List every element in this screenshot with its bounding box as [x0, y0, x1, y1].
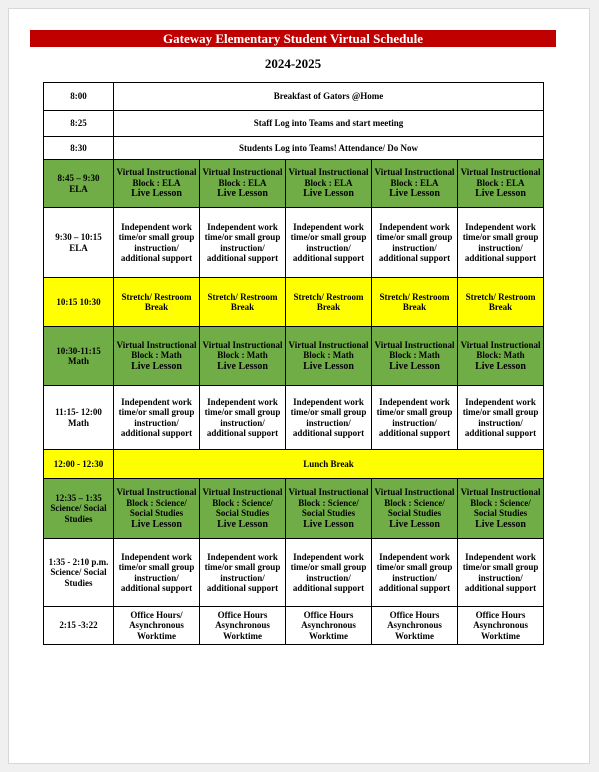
live-lesson-label: Live Lesson [389, 188, 440, 200]
lesson-text: Virtual Instructional Block : Science/ Social Studies [202, 487, 283, 518]
lesson-cell [286, 327, 372, 386]
time-cell: 8:25 [44, 111, 114, 137]
lesson-cell [286, 160, 372, 208]
office-cell: Office Hours Asynchronous Worktime [372, 607, 458, 645]
lesson-text: Virtual Instructional Block : Math [374, 339, 455, 361]
schedule-table [43, 82, 544, 645]
live-lesson-label: Live Lesson [303, 188, 354, 200]
lesson-cell [458, 160, 544, 208]
time-label: 10:30-11:15 [56, 345, 101, 356]
live-lesson-label: Live Lesson [131, 518, 182, 530]
lesson-text: Virtual Instructional Block : Science/ Social Studies [460, 487, 541, 518]
lesson-text: Virtual Instructional Block : Science/ Social Studies [116, 487, 197, 518]
time-label: 9:30 – 10:15 [55, 232, 102, 242]
time-label: 8:45 – 9:30 [57, 173, 100, 183]
subject-label: Science/ Social Studies [50, 503, 107, 524]
office-cell: Office Hours Asynchronous Worktime [458, 607, 544, 645]
row-stretch-break [44, 278, 544, 327]
lesson-cell [200, 327, 286, 386]
independent-cell: Independent work time/or small group instruction/ additional support [200, 386, 286, 450]
office-cell: Office Hours Asynchronous Worktime [200, 607, 286, 645]
independent-cell: Independent work time/or small group instruction/ additional support [286, 208, 372, 278]
live-lesson-label: Live Lesson [475, 518, 526, 530]
independent-cell: Independent work time/or small group instruction/ additional support [200, 539, 286, 607]
subject-label: ELA [69, 183, 88, 194]
lesson-text: Virtual Instructional Block : ELA [288, 167, 369, 188]
lesson-cell [114, 160, 200, 208]
lesson-text: Virtual Instructional Block : ELA [374, 167, 455, 188]
independent-cell: Independent work time/or small group instruction/ additional support [458, 386, 544, 450]
row-student-login [44, 137, 544, 160]
row-staff-login [44, 111, 544, 137]
row-science-live [44, 479, 544, 539]
lesson-cell [372, 327, 458, 386]
time-label: 11:15- 12:00 [55, 407, 102, 417]
lesson-text: Virtual Instructional Block : ELA [116, 167, 197, 188]
live-lesson-label: Live Lesson [389, 360, 440, 372]
lesson-cell [372, 479, 458, 539]
time-label: 1:35 - 2:10 p.m. [48, 556, 109, 567]
live-lesson-label: Live Lesson [475, 360, 526, 372]
lunch-cell: Lunch Break [114, 450, 544, 479]
office-cell: Office Hours Asynchronous Worktime [286, 607, 372, 645]
break-cell: Stretch/ Restroom Break [458, 278, 544, 327]
activity-cell: Staff Log into Teams and start meeting [114, 111, 544, 137]
row-lunch [44, 450, 544, 479]
row-breakfast [44, 83, 544, 111]
time-cell [44, 539, 114, 607]
live-lesson-label: Live Lesson [217, 188, 268, 200]
lesson-text: Virtual Instructional Block : Math [116, 339, 197, 361]
live-lesson-label: Live Lesson [303, 360, 354, 372]
break-cell: Stretch/ Restroom Break [286, 278, 372, 327]
lesson-cell [114, 479, 200, 539]
lesson-cell [458, 479, 544, 539]
lesson-text: Virtual Instructional Block : Math [288, 339, 369, 361]
row-math-live [44, 327, 544, 386]
time-cell: 12:00 - 12:30 [44, 450, 114, 479]
lesson-cell [458, 327, 544, 386]
independent-cell: Independent work time/or small group instruction/ additional support [458, 539, 544, 607]
school-year: 2024-2025 [264, 56, 322, 71]
time-cell [44, 160, 114, 208]
lesson-text: Virtual Instructional Block : ELA [460, 167, 541, 188]
subject-label: Science/ Social Studies [50, 567, 107, 588]
independent-cell: Independent work time/or small group instruction/ additional support [200, 208, 286, 278]
row-office-hours [44, 607, 544, 645]
independent-cell: Independent work time/or small group instruction/ additional support [286, 539, 372, 607]
time-cell [44, 386, 114, 450]
independent-cell: Independent work time/or small group instruction/ additional support [372, 386, 458, 450]
subject-label: Math [68, 356, 89, 366]
schedule-title: Gateway Elementary Student Virtual Schedule [30, 30, 556, 47]
lesson-cell [114, 327, 200, 386]
live-lesson-label: Live Lesson [217, 518, 268, 530]
row-science-independent [44, 539, 544, 607]
live-lesson-label: Live Lesson [217, 360, 268, 372]
lesson-cell [200, 160, 286, 208]
break-cell: Stretch/ Restroom Break [200, 278, 286, 327]
independent-cell: Independent work time/or small group instruction/ additional support [114, 539, 200, 607]
break-cell: Stretch/ Restroom Break [372, 278, 458, 327]
time-label: 12:35 – 1:35 [55, 492, 102, 503]
row-ela-live [44, 160, 544, 208]
live-lesson-label: Live Lesson [131, 360, 182, 372]
office-cell: Office Hours/ Asynchronous Worktime [114, 607, 200, 645]
independent-cell: Independent work time/or small group instruction/ additional support [372, 208, 458, 278]
subject-label: ELA [69, 242, 88, 253]
activity-cell: Students Log into Teams! Attendance/ Do Now [114, 137, 544, 160]
lesson-text: Virtual Instructional Block : Science/ Social Studies [288, 487, 369, 518]
row-math-independent [44, 386, 544, 450]
independent-cell: Independent work time/or small group instruction/ additional support [114, 208, 200, 278]
break-cell: Stretch/ Restroom Break [114, 278, 200, 327]
live-lesson-label: Live Lesson [475, 188, 526, 200]
lesson-text: Virtual Instructional Block : Math [202, 339, 283, 361]
lesson-text: Virtual Instructional Block : Science/ Social Studies [374, 487, 455, 518]
time-cell: 2:15 -3:22 [44, 607, 114, 645]
lesson-text: Virtual Instructional Block : ELA [202, 167, 283, 188]
lesson-cell [372, 160, 458, 208]
live-lesson-label: Live Lesson [389, 518, 440, 530]
independent-cell: Independent work time/or small group instruction/ additional support [286, 386, 372, 450]
lesson-text: Virtual Instructional Block: Math [460, 339, 541, 361]
row-ela-independent [44, 208, 544, 278]
lesson-cell [200, 479, 286, 539]
time-cell: 8:30 [44, 137, 114, 160]
live-lesson-label: Live Lesson [131, 188, 182, 200]
live-lesson-label: Live Lesson [303, 518, 354, 530]
time-cell [44, 208, 114, 278]
independent-cell: Independent work time/or small group instruction/ additional support [114, 386, 200, 450]
time-cell [44, 327, 114, 386]
independent-cell: Independent work time/or small group instruction/ additional support [458, 208, 544, 278]
independent-cell: Independent work time/or small group instruction/ additional support [372, 539, 458, 607]
subject-label: Math [68, 417, 89, 428]
activity-cell: Breakfast of Gators @Home [114, 83, 544, 111]
lesson-cell [286, 479, 372, 539]
time-cell [44, 479, 114, 539]
time-cell: 8:00 [44, 83, 114, 111]
time-cell: 10:15 10:30 [44, 278, 114, 327]
